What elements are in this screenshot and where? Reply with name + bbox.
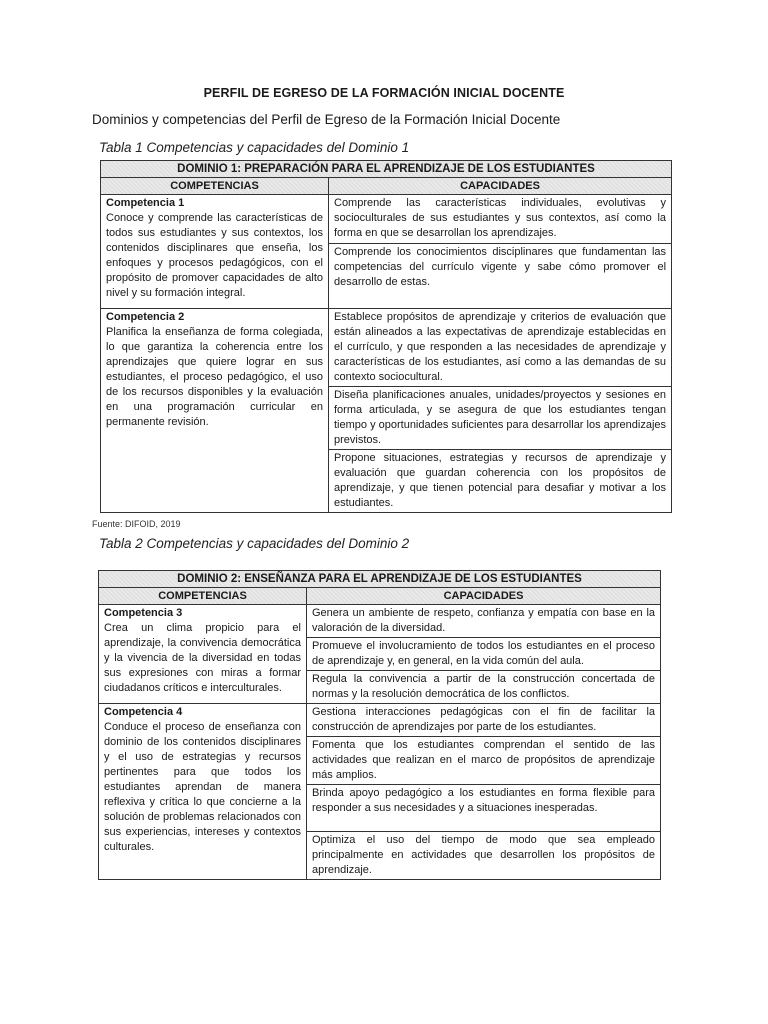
table1-col-competencias: COMPETENCIAS <box>101 178 329 195</box>
competencia-2-cell <box>101 309 329 513</box>
capacidad-cell: Diseña planificaciones anuales, unidades/proyectos y sesiones en forma articulada, y se asegura de que los estudiantes tengan tiempo y oportunidades suficientes para desarrollar los aprendizajes previstos. <box>329 387 672 450</box>
page-title: PERFIL DE EGRESO DE LA FORMACIÓN INICIAL DOCENTE <box>203 86 565 100</box>
capacidad-cell: Optimiza el uso del tiempo de modo que sea empleado principalmente en actividades que desarrollen los propósitos de aprendizaje. <box>307 832 661 880</box>
competencia-text: Conoce y comprende las características de todos sus estudiantes y sus contextos, los contenidos disciplinares que enseña, los enfoques y procesos pedagógicos, con el propósito de promover capacidades de alto nivel y su formación integral. <box>106 212 323 299</box>
competencia-4-cell <box>99 704 307 880</box>
table1-caption: Tabla 1 Competencias y capacidades del Dominio 1 <box>99 140 410 155</box>
competencia-text: Conduce el proceso de enseñanza con dominio de los contenidos disciplinares y el uso de estrategias y recursos pertinentes para que todos los estudiantes aprendan de manera reflexiva y crítica lo que concierne a la solución de problemas relacionados con sus experiencias, intereses y contextos culturales. <box>104 721 301 853</box>
table-dominio-1 <box>100 160 672 513</box>
capacidad-cell: Comprende las características individuales, evolutivas y socioculturales de sus estudiantes y sus contextos, así como la forma en que se desarrollan los aprendizajes. <box>329 195 672 244</box>
capacidad-cell: Propone situaciones, estrategias y recursos de aprendizaje y evaluación que guardan coherencia con los propósitos de aprendizaje, y que tienen potencial para desafiar y motivar a los estudiantes. <box>329 450 672 513</box>
table-row <box>101 309 672 387</box>
table2-caption: Tabla 2 Competencias y capacidades del Dominio 2 <box>99 536 410 551</box>
competencia-title: Competencia 2 <box>106 311 185 323</box>
capacidad-cell: Comprende los conocimientos disciplinares que fundamentan las competencias del currículo vigente y sabe cómo promover el desarrollo de estas. <box>329 244 672 309</box>
competencia-text: Planifica la enseñanza de forma colegiada, lo que garantiza la coherencia entre los aprendizajes que quiere lograr en sus estudiantes, el proceso pedagógico, el uso de los recursos disponibles y la evaluación en una programación curricular en permanente revisión. <box>106 326 323 428</box>
table-row <box>99 605 661 638</box>
table-dominio-2 <box>98 570 661 880</box>
capacidad-cell: Promueve el involucramiento de todos los estudiantes en el proceso de aprendizaje y, en general, en la vida común del aula. <box>307 638 661 671</box>
table2-col-capacidades: CAPACIDADES <box>307 588 661 605</box>
page-subtitle: Dominios y competencias del Perfil de Egreso de la Formación Inicial Docente <box>92 112 561 127</box>
competencia-title: Competencia 1 <box>106 197 185 209</box>
table2-col-competencias: COMPETENCIAS <box>99 588 307 605</box>
competencia-title: Competencia 4 <box>104 706 183 718</box>
competencia-text: Crea un clima propicio para el aprendizaje, la convivencia democrática y la vivencia de la diversidad en todas sus expresiones con miras a formar ciudadanos críticos e interculturales. <box>104 622 301 694</box>
capacidad-cell: Genera un ambiente de respeto, confianza y empatía con base en la valoración de la diversidad. <box>307 605 661 638</box>
capacidad-cell: Fomenta que los estudiantes comprendan el sentido de las actividades que realizan en el marco de propósitos de aprendizaje más amplios. <box>307 737 661 785</box>
capacidad-cell: Gestiona interacciones pedagógicas con el fin de facilitar la construcción de aprendizajes por parte de los estudiantes. <box>307 704 661 737</box>
table1-source: Fuente: DIFOID, 2019 <box>92 519 181 529</box>
table-row <box>99 704 661 737</box>
competencia-3-cell <box>99 605 307 704</box>
table-row <box>101 195 672 244</box>
capacidad-cell: Brinda apoyo pedagógico a los estudiantes en forma flexible para responder a sus necesidades y a situaciones inesperadas. <box>307 785 661 832</box>
table1-domain-title: DOMINIO 1: PREPARACIÓN PARA EL APRENDIZAJE DE LOS ESTUDIANTES <box>101 161 672 178</box>
table2-domain-title: DOMINIO 2: ENSEÑANZA PARA EL APRENDIZAJE DE LOS ESTUDIANTES <box>99 571 661 588</box>
capacidad-cell: Establece propósitos de aprendizaje y criterios de evaluación que están alineados a las expectativas de aprendizaje establecidas en el currículo, y que responden a las necesidades de aprendizaje y características de los estudiantes, así como a las demandas de su contexto sociocultural. <box>329 309 672 387</box>
capacidad-cell: Regula la convivencia a partir de la construcción concertada de normas y la resolución democrática de los conflictos. <box>307 671 661 704</box>
competencia-title: Competencia 3 <box>104 607 183 619</box>
table1-col-capacidades: CAPACIDADES <box>329 178 672 195</box>
competencia-1-cell <box>101 195 329 309</box>
